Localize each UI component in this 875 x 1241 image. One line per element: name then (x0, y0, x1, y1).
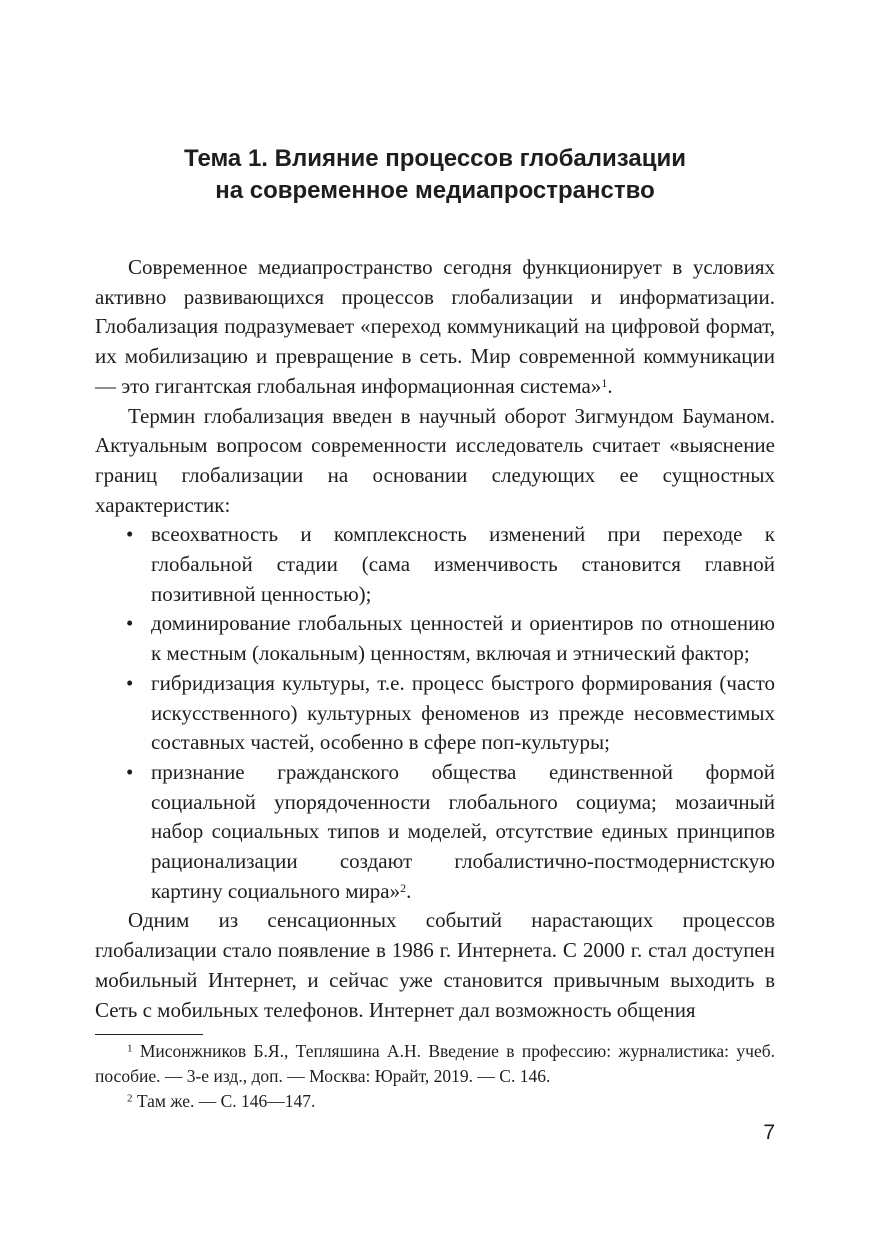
paragraph (95, 906, 775, 1025)
paragraph (95, 402, 775, 521)
footnote-text: Там же. — С. 146—147. (136, 1091, 316, 1111)
list-item (95, 520, 775, 609)
footnote-ref: 2 (400, 880, 407, 895)
bullet-icon: • (126, 759, 134, 784)
list-item-text: всеохватность и комплексность изменений при переходе к глобальной стадии (сама изменчивость становится главной позитивной ценностью); (151, 522, 775, 606)
footnote (95, 1039, 775, 1089)
paragraph-end: . (607, 373, 613, 398)
bullet-icon: • (126, 611, 134, 636)
footnote-divider (95, 1034, 203, 1035)
chapter-title-line-2: на современное медиапространство (215, 177, 655, 204)
page-number: 7 (763, 1121, 775, 1144)
footnote-text: Мисонжников Б.Я., Тепляшина А.Н. Введение в профессию: журналистика: учеб. пособие. — 3-е изд., доп. — Москва: Юрайт, 2019. — С. 146. (95, 1041, 775, 1086)
footnote-mark: 2 (127, 1092, 133, 1105)
list-item (95, 609, 775, 668)
footnotes (95, 1039, 775, 1114)
footnote-mark: 1 (127, 1042, 133, 1055)
list-item-text: признание гражданского общества единственной формой социальной упорядоченности глобального социума; мозаичный набор социальных типов и моделей, отсутствие единых принципов рационализации создают глобалистично-постмодернистскую картину социального мира» (151, 759, 775, 903)
list-item-text: доминирование глобальных ценностей и ориентиров по отношению к местным (локальным) ценностям, включая и этнический фактор; (151, 611, 775, 666)
chapter-title-line-1: Тема 1. Влияние процессов глобализации (184, 145, 686, 172)
list-item (95, 669, 775, 758)
paragraph (95, 253, 775, 402)
footnote (95, 1089, 775, 1114)
paragraph-text: Термин глобализация введен в научный оборот Зигмундом Бауманом. Актуальным вопросом современности исследователь считает «выяснение границ глобализации на основании следующих ее сущностных характеристик: (95, 403, 775, 517)
list-item-text: гибридизация культуры, т.е. процесс быстрого формирования (часто искусственного) культурных феноменов из прежде несовместимых составных частей, особенно в сфере поп-культуры; (151, 670, 775, 755)
bullet-icon: • (126, 670, 134, 695)
paragraph-text: Одним из сенсационных событий нарастающих процессов глобализации стало появление в 1986 г. Интернета. С 2000 г. стал доступен мобильный Интернет, и сейчас уже становится привычным выходить в Сеть с мобильных телефонов. Интернет дал возможность общения (95, 908, 775, 1022)
main-text (95, 253, 775, 1025)
list-item (95, 758, 775, 907)
list-item-end: . (406, 878, 412, 903)
bullet-icon: • (126, 522, 134, 547)
footnote-ref: 1 (601, 375, 608, 390)
characteristics-list (95, 520, 775, 906)
paragraph-text: Современное медиапространство сегодня функционирует в условиях активно развивающихся процессов глобализации и информатизации. Глобализация подразумевает «переход коммуникаций на цифровой формат, их мобилизацию и превращение в сеть. Мир современной коммуникации — это гигантская глобальная информационная система» (95, 255, 775, 398)
chapter-title (95, 143, 775, 207)
